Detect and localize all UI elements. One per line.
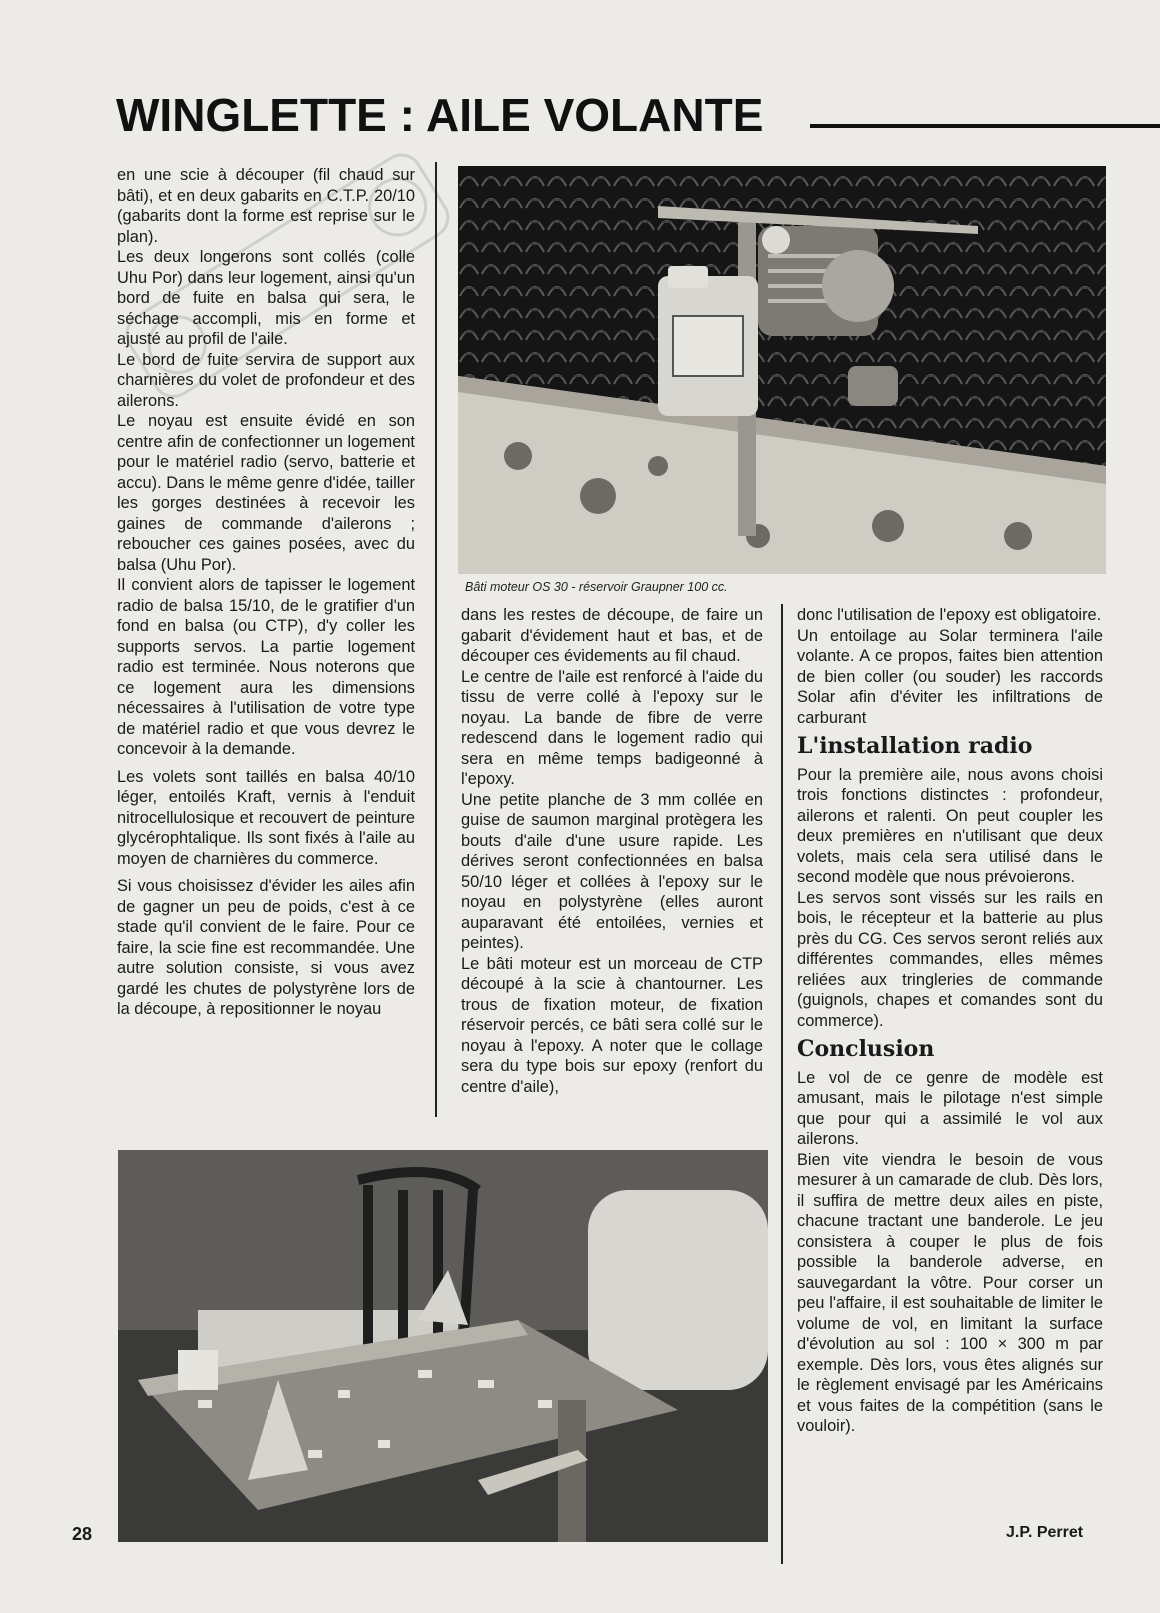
paragraph: Bien vite viendra le besoin de vous mesurer à un camarade de club. Dès lors, il suffira de mettre deux ailes en piste, chacune tractant une banderole. Le jeu consistera à couper le plus de fois possible la banderole adverse, en sauvegardant la vôtre. Pour corser un peu l'affaire, il est souhaitable de limiter le volume de vol, en limitant la surface d'évolution au sol : 100 × 300 m par exemple. Dès lors, vous êtes alignés sur le règlement envisagé par les Américains et vous faites de la compétition (sans le vouloir). xyxy=(797,1150,1103,1435)
column-1 xyxy=(117,165,415,1020)
column-divider xyxy=(435,162,437,1117)
title-rule xyxy=(810,124,1160,128)
paragraph: Une petite planche de 3 mm collée en guise de saumon marginal protègera les bouts d'aile d'une usure rapide. Les dérives seront confectionnées en balsa 50/10 léger et collées à l'epoxy sur le noyau en polystyrène (elles auront auparavant été entoilées, vernies et peintes). xyxy=(461,790,763,952)
paragraph: dans les restes de découpe, de faire un gabarit d'évidement haut et bas, et de découper ces évidements au fil chaud. xyxy=(461,606,763,665)
paragraph: Les volets sont taillés en balsa 40/10 léger, entoilés Kraft, vernis à l'enduit nitrocellulosique et recouvert de peinture glycérophtalique. Ils sont fixés à l'aile au moyen de charnières du commerce. xyxy=(117,767,415,868)
paragraph: donc l'utilisation de l'epoxy est obligatoire. xyxy=(797,606,1102,624)
paragraph: Le vol de ce genre de modèle est amusant, mais le pilotage n'est simple que pour qui a assimilé le vol aux ailerons. xyxy=(797,1068,1103,1148)
article-title: WINGLETTE : AILE VOLANTE xyxy=(116,89,764,141)
paragraph: Les servos sont vissés sur les rails en bois, le récepteur et la batterie au plus près du CG. Ces servos seront reliés aux différentes commandes, elles mêmes reliées aux tringleries de commande (guignols, chapes et comandes sont du commerce). xyxy=(797,888,1103,1030)
paragraph: Si vous choisissez d'évider les ailes afin de gagner un peu de poids, c'est à ce stade qu'il convient de le faire. Pour ce faire, la scie fine est recommandée. Une autre solution consiste, si vous avez gardé les chutes de polystyrène lors de la découpe, à repositionner le noyau xyxy=(117,877,415,1018)
author-name: J.P. Perret xyxy=(1006,1524,1084,1541)
engine-mount-illustration xyxy=(458,166,1106,574)
column-3 xyxy=(797,605,1103,1437)
paragraph: Le bord de fuite servira de support aux charnières du volet de profondeur et des ailerons. xyxy=(117,350,415,410)
paragraph: Pour la première aile, nous avons choisi trois fonctions distinctes : profondeur, ailerons et ralenti. On peut coupler les deux premières en n'utilisant que deux volets, mais cela sera utilisé dans le second modèle que nous prévoierons. xyxy=(797,765,1103,886)
paragraph: Un entoilage au Solar terminera l'aile volante. A ce propos, faites bien attention de bien coller (ou souder) les raccords Solar afin d'éviter les infiltrations de carburant xyxy=(797,626,1103,727)
page-number: 28 xyxy=(72,1524,93,1544)
section-heading-radio: L'installation radio xyxy=(797,733,1033,759)
paragraph: en une scie à découper (fil chaud sur bâti), et en deux gabarits en C.T.P. 20/10 (gabarits dont la forme est reprise sur le plan). xyxy=(117,166,415,246)
paragraph: Il convient alors de tapisser le logement radio de balsa 15/10, de le gratifier d'un fond en balsa (ou CTP), d'y coller les supports servos. La partie logement radio est terminée. Nous noterons que ce logement aura les dimensions nécessaires à l'utilisation de votre type de matériel radio et que vous devrez le concevoir à la demande. xyxy=(117,576,415,758)
paragraph: Le centre de l'aile est renforcé à l'aide du tissu de verre collé à l'epoxy sur le noyau. La bande de fibre de verre redescend dans le logement radio qui sera en même temps badigeonné à l'epoxy. xyxy=(461,667,763,788)
workshop-photo xyxy=(118,1150,768,1542)
paragraph: Les deux longerons sont collés (colle Uhu Por) dans leur logement, ainsi qu'un bord de fuite en balsa qui sera, le séchage accompli, mis en forme et ajusté au profil de l'aile. xyxy=(117,248,415,348)
paragraph: Le noyau est ensuite évidé en son centre afin de confectionner un logement pour le matériel radio (servo, batterie et accu). Dans le même genre d'idée, tailler les gorges destinées à recevoir les gaines de commande d'ailerons ; reboucher ces gaines posées, avec du balsa (Uhu Por). xyxy=(117,412,415,574)
workshop-illustration xyxy=(118,1150,768,1542)
paragraph: Le bâti moteur est un morceau de CTP découpé à la scie à chantourner. Les trous de fixation moteur, de fixation réservoir percés, ce bâti sera collé sur le noyau à l'epoxy. A noter que le collage sera du type bois sur epoxy (renfort du centre d'aile), xyxy=(461,954,763,1096)
engine-mount-photo xyxy=(458,166,1106,574)
photo-caption: Bâti moteur OS 30 - réservoir Graupner 100 cc. xyxy=(465,580,728,594)
column-2 xyxy=(461,605,763,1097)
column-divider xyxy=(781,604,783,1564)
section-heading-conclusion: Conclusion xyxy=(797,1036,935,1062)
